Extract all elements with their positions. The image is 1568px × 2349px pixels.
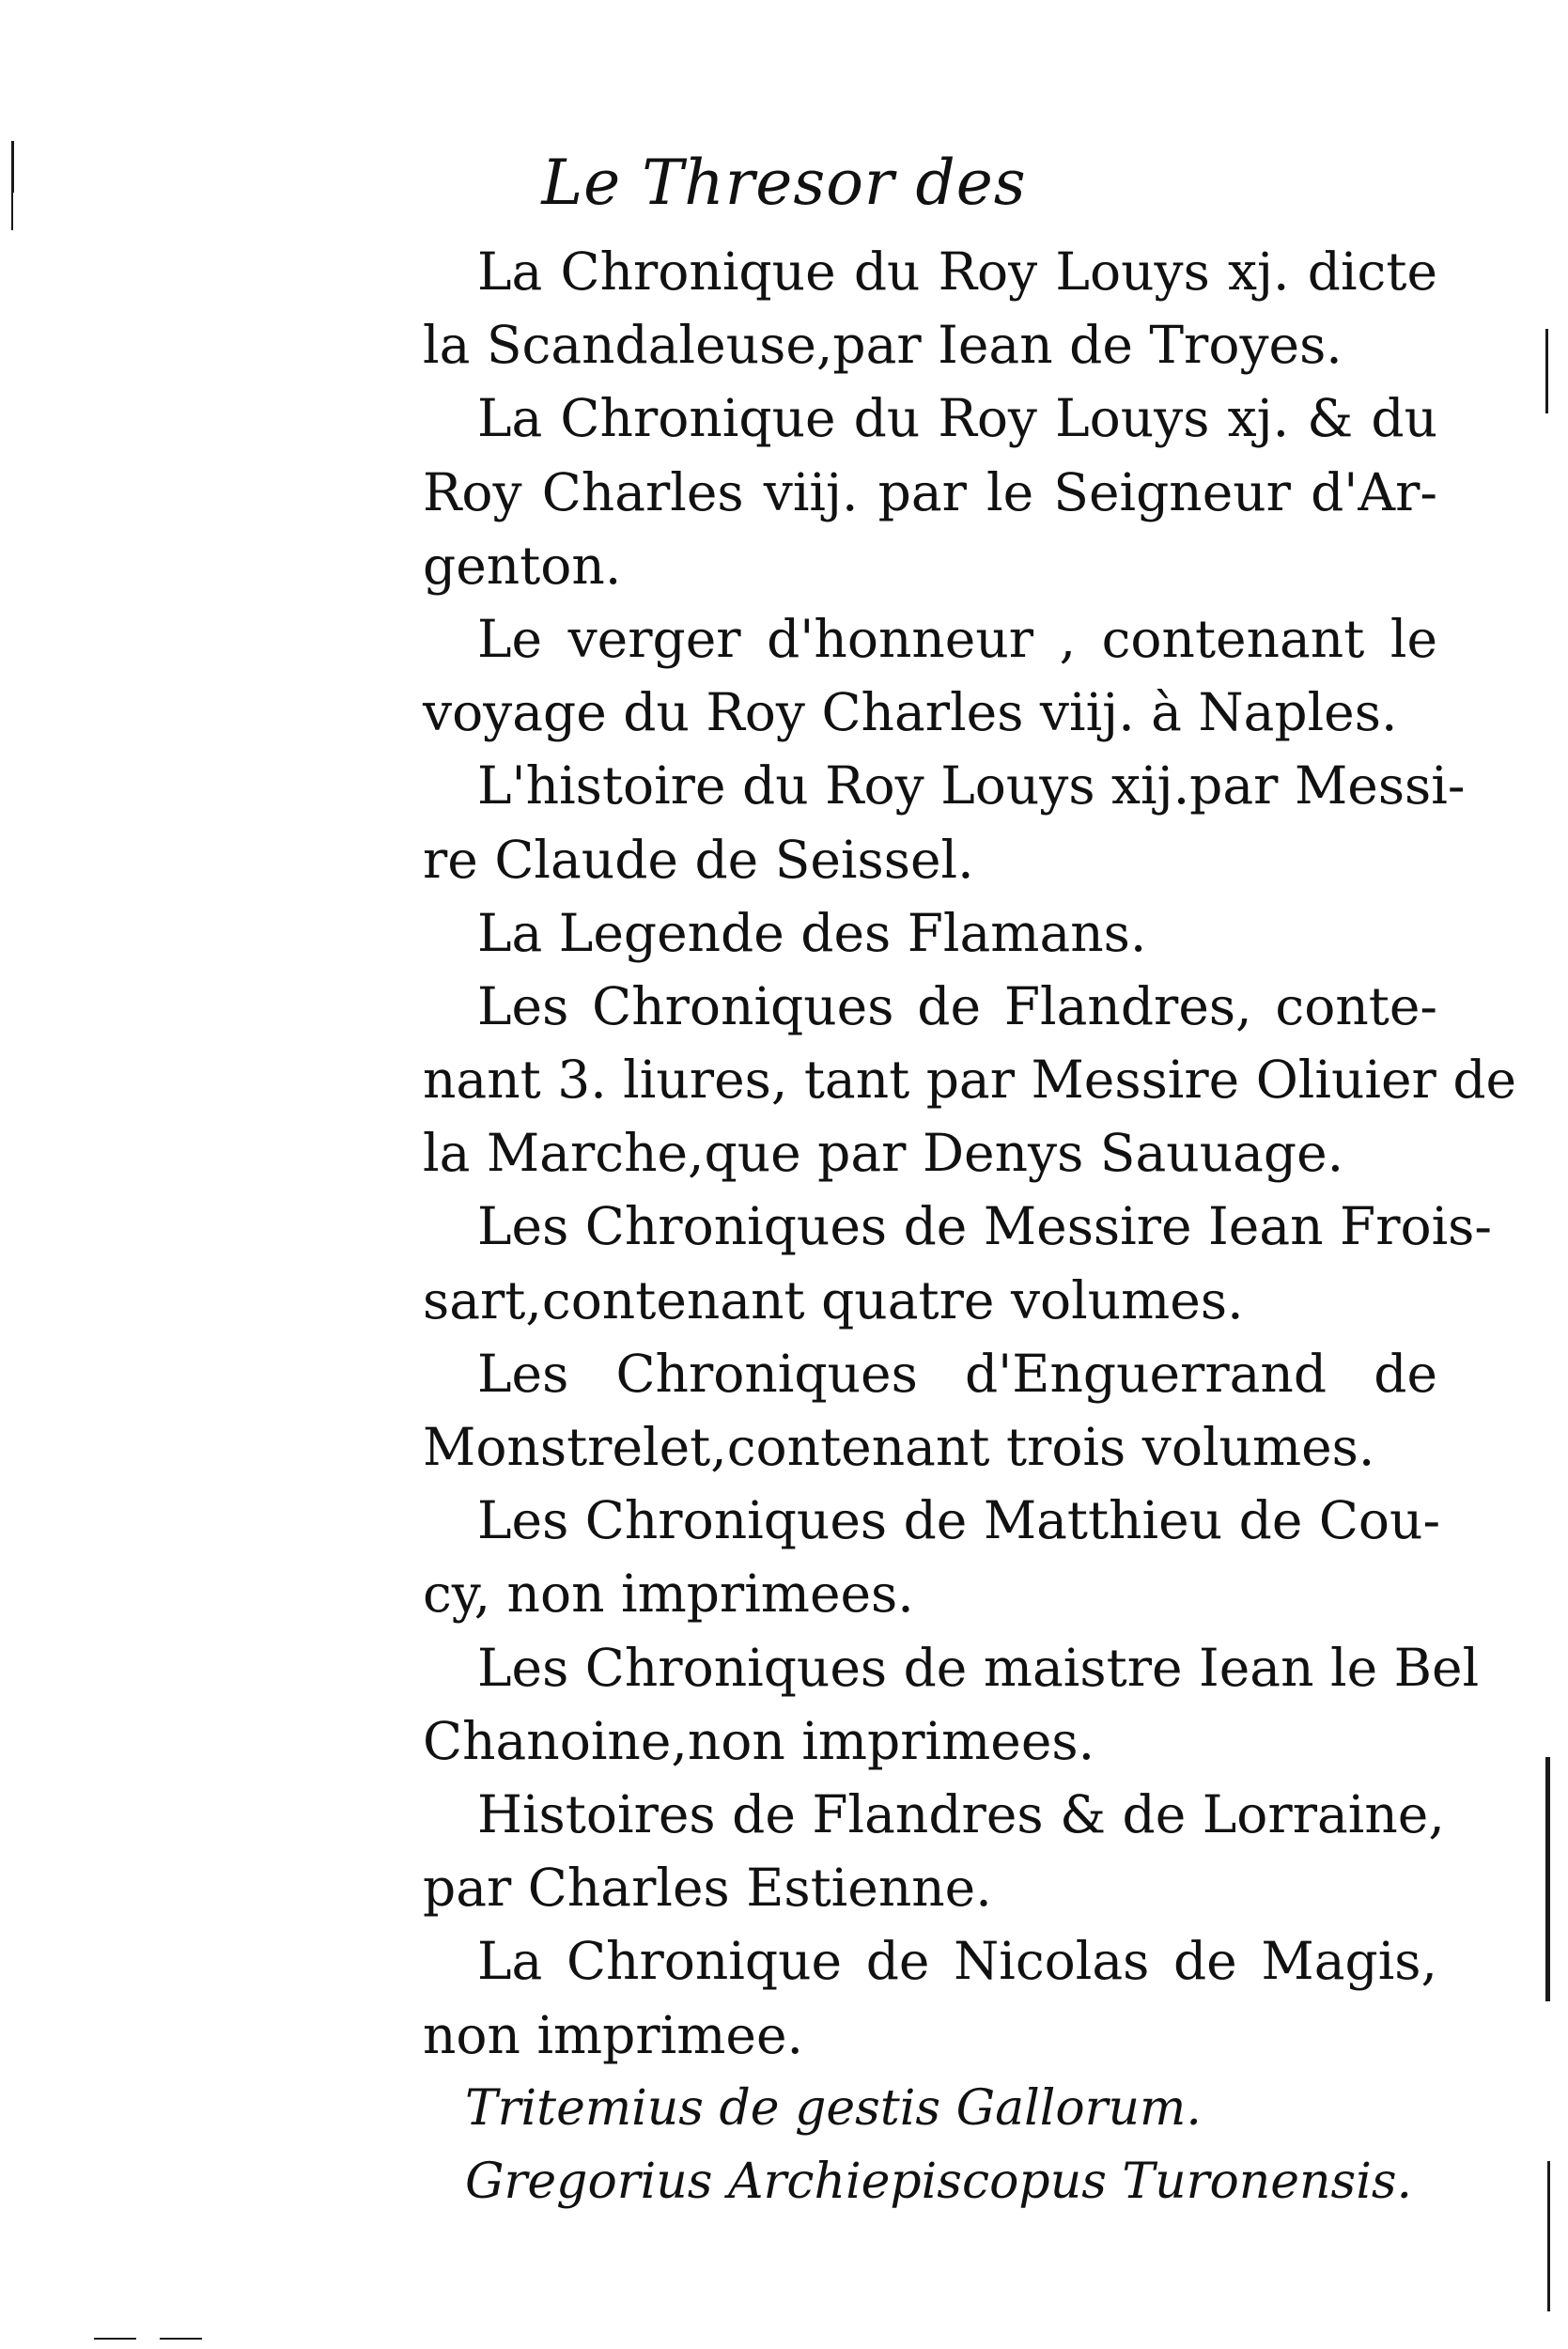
text-line: sart,contenant quatre volumes. bbox=[423, 1269, 1244, 1330]
text-line: La Legende des Flamans. bbox=[477, 902, 1147, 963]
text-line: Monstrelet,contenant trois volumes. bbox=[423, 1417, 1375, 1477]
text-line: Les Chroniques de maistre Iean le Bel bbox=[477, 1637, 1480, 1698]
text-line: re Claude de Seissel. bbox=[423, 829, 974, 890]
text-line: voyage du Roy Charles viij. à Naples. bbox=[423, 682, 1398, 743]
text-line: Roy Charles viij. par le Seigneur d'Ar- bbox=[423, 461, 1437, 522]
latin-line: Gregorius Archiepiscopus Turonensis. bbox=[465, 2153, 1413, 2210]
scan-edge-mark bbox=[1545, 329, 1548, 413]
text-line: Les Chroniques d'Enguerrand de bbox=[477, 1343, 1437, 1404]
scan-edge-mark bbox=[11, 193, 13, 230]
text-line: Les Chroniques de Matthieu de Cou- bbox=[477, 1490, 1441, 1551]
text-line: genton. bbox=[423, 535, 622, 596]
text-block bbox=[423, 235, 1517, 2218]
scan-edge-mark bbox=[94, 2338, 136, 2340]
latin-line: Tritemius de gestis Gallorum. bbox=[465, 2079, 1202, 2137]
text-line: L'histoire du Roy Louys xij.par Messi- bbox=[477, 755, 1466, 817]
scan-edge-mark bbox=[11, 141, 14, 193]
text-line: Les Chroniques de Messire Iean Frois- bbox=[477, 1196, 1492, 1257]
text-line: Chanoine,non imprimees. bbox=[423, 1710, 1095, 1771]
scan-edge-mark bbox=[160, 2338, 202, 2340]
text-line: Histoires de Flandres & de Lorraine, bbox=[477, 1783, 1445, 1844]
running-header: Le Thresor des bbox=[541, 147, 1027, 219]
text-line: Le verger d'honneur , contenant le bbox=[477, 608, 1437, 669]
text-line: la Scandaleuse,par Iean de Troyes. bbox=[423, 315, 1343, 376]
text-line: non imprimee. bbox=[423, 2004, 804, 2065]
text-line: la Marche,que par Denys Sauuage. bbox=[423, 1123, 1344, 1184]
text-line: La Chronique du Roy Louys xj. dicte bbox=[477, 241, 1437, 302]
text-line: nant 3. liures, tant par Messire Oliuier de bbox=[423, 1050, 1517, 1111]
text-line: La Chronique de Nicolas de Magis, bbox=[477, 1931, 1437, 1992]
text-line: La Chronique du Roy Louys xj. & du bbox=[477, 388, 1437, 449]
scan-edge-mark bbox=[1547, 2161, 1550, 2311]
scan-edge-mark bbox=[1545, 1757, 1550, 2001]
text-line: Les Chroniques de Flandres, conte- bbox=[477, 975, 1437, 1036]
text-line: par Charles Estienne. bbox=[423, 1858, 992, 1919]
text-line: cy, non imprimees. bbox=[423, 1563, 914, 1625]
